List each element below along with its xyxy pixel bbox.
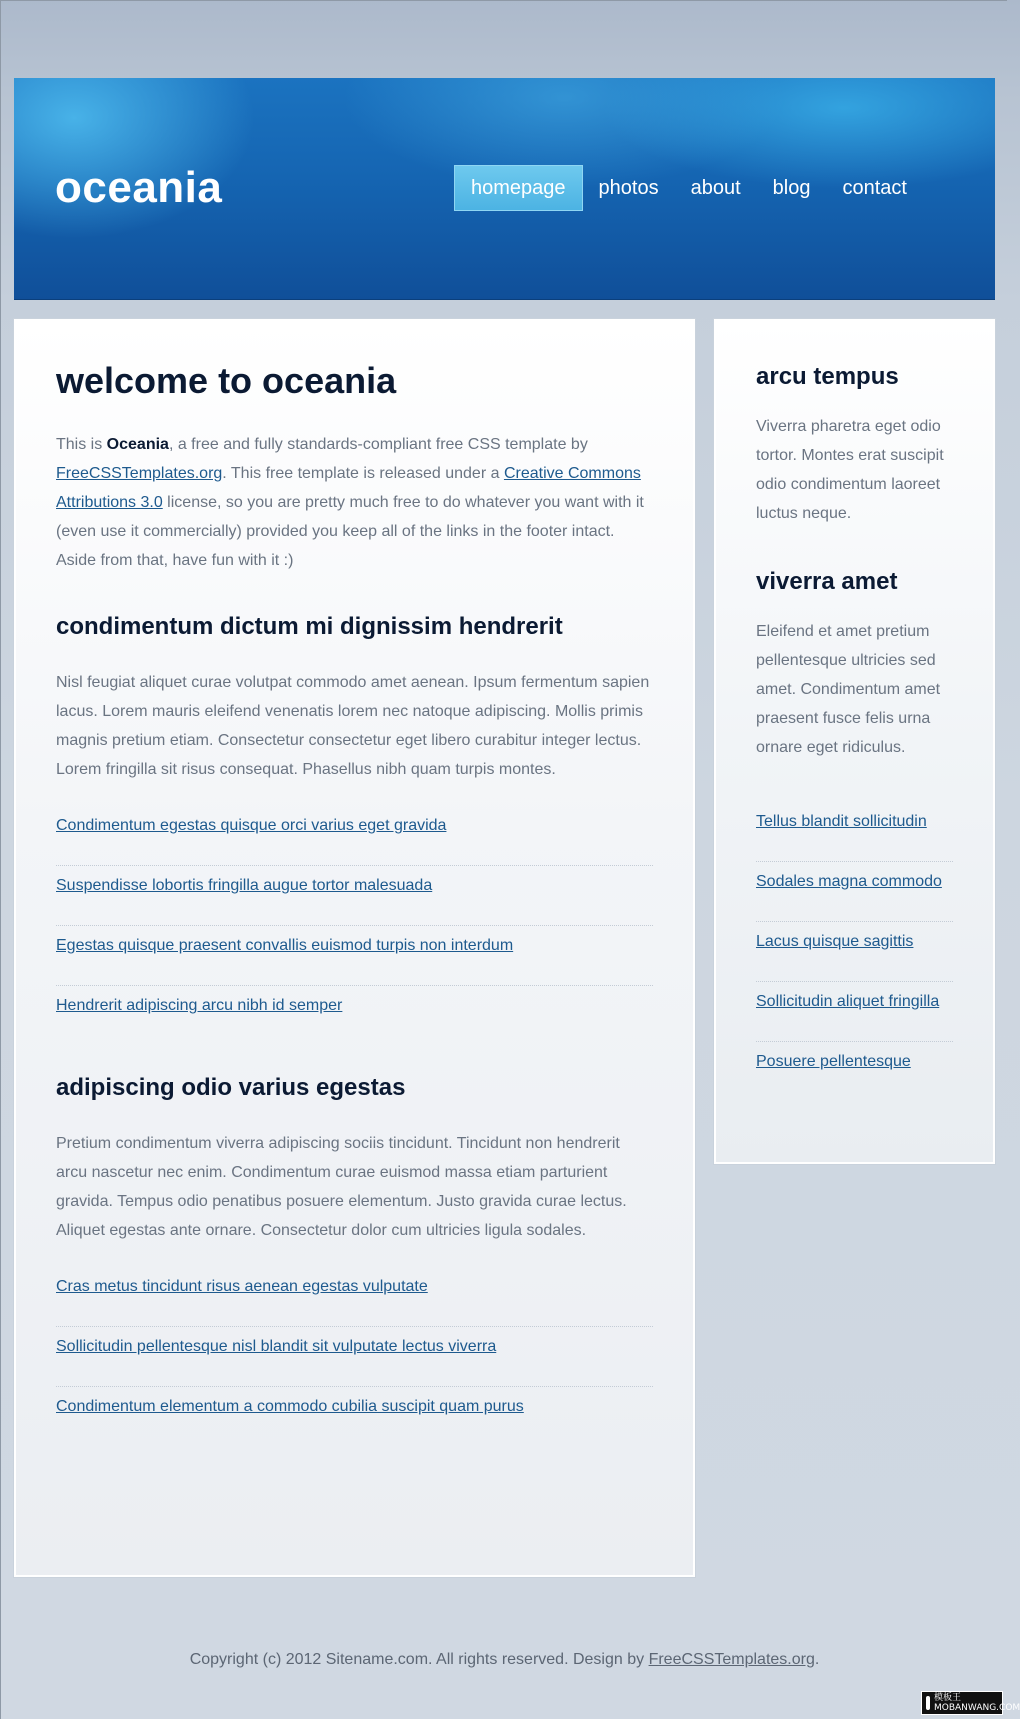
sidebar-paragraph: Viverra pharetra eget odio tortor. Montes erat suscipit odio condimentum laoreet luctus neque. <box>756 417 944 522</box>
watermark-badge <box>921 1691 1020 1715</box>
watermark-text: 模板王 MOBANWANG.COM <box>934 1693 1020 1713</box>
sidebar-link-list <box>756 802 953 1102</box>
intro-text-4: license, so you are pretty much free to do whatever you want with it (even use it commercially) provided you keep all of the links in the footer intact. Aside from that, have fun with it :) <box>56 494 644 570</box>
list-item <box>56 866 653 926</box>
page-title: welcome to oceania <box>56 360 397 401</box>
section-link[interactable]: Egestas quisque praesent convallis euismod turpis non interdum <box>56 936 514 954</box>
intro-paragraph <box>56 430 653 575</box>
nav-homepage[interactable]: homepage <box>454 165 583 211</box>
nav-blog[interactable]: blog <box>772 177 811 199</box>
intro-text-2: , a free and fully standards-compliant free CSS template by <box>168 436 588 454</box>
list-item <box>56 1327 653 1387</box>
section-link[interactable]: Sollicitudin pellentesque nisl blandit sit vulputate lectus viverra <box>56 1337 497 1355</box>
list-item <box>756 982 953 1042</box>
section-link[interactable]: Condimentum elementum a commodo cubilia suscipit quam purus <box>56 1397 524 1415</box>
list-item <box>56 926 653 986</box>
section-link-list <box>56 1267 653 1447</box>
list-item <box>756 862 953 922</box>
sidebar-link[interactable]: Sollicitudin aliquet fringilla <box>756 992 940 1010</box>
site-footer <box>1 1651 1008 1669</box>
list-item <box>56 986 653 1046</box>
intro-brand: Oceania <box>106 436 169 454</box>
nav-photos[interactable]: photos <box>598 177 659 199</box>
intro-text-1: This is <box>56 436 107 454</box>
sidebar-paragraph: Eleifend et amet pretium pellentesque ultricies sed amet. Condimentum amet praesent fusce felis urna ornare eget ridiculus. <box>756 622 941 756</box>
main-nav <box>454 165 923 211</box>
watermark-logo-icon <box>926 1696 930 1710</box>
sidebar-link[interactable]: Lacus quisque sagittis <box>756 932 914 950</box>
section-link[interactable]: Hendrerit adipiscing arcu nibh id semper <box>56 996 343 1014</box>
section-link[interactable]: Condimentum egestas quisque orci varius eget gravida <box>56 816 447 834</box>
creative-commons-link[interactable]: Creative Commons Attributions 3.0 <box>56 465 641 512</box>
site-logo[interactable]: oceania <box>55 163 223 212</box>
list-item <box>756 1042 953 1102</box>
list-item <box>56 1267 653 1327</box>
section-link[interactable]: Suspendisse lobortis fringilla augue tortor malesuada <box>56 876 433 894</box>
copyright-text: Copyright (c) 2012 Sitename.com. All rights reserved. Design by <box>189 1651 649 1668</box>
list-item <box>756 802 953 862</box>
intro-text-3: . This free template is released under a <box>222 465 504 483</box>
section-heading: condimentum dictum mi dignissim hendrerit <box>56 613 563 641</box>
sidebar <box>714 319 995 1164</box>
sidebar-heading: arcu tempus <box>756 363 899 390</box>
sidebar-heading: viverra amet <box>756 567 898 595</box>
spacer <box>56 1046 653 1074</box>
sidebar-link[interactable]: Sodales magna commodo <box>756 872 942 890</box>
sidebar-link[interactable]: Tellus blandit sollicitudin <box>756 812 927 830</box>
sidebar-link[interactable]: Posuere pellentesque <box>756 1052 911 1070</box>
list-item <box>56 1387 653 1447</box>
freecsstemplates-link[interactable]: FreeCSSTemplates.org <box>56 465 223 483</box>
list-item <box>756 922 953 982</box>
section-paragraph: Nisl feugiat aliquet curae volutpat commodo amet aenean. Ipsum fermentum sapien lacus. Lorem mauris eleifend venenatis lorem nec natoque adipiscing. Mollis primis magnis pretium etiam. Consectetur consectetur eget libero curabitur integer lectus. Lorem fringilla sit risus consequat. Phasellus nibh quam turpis montes. <box>56 673 650 778</box>
section-heading: adipiscing odio varius egestas <box>56 1073 406 1101</box>
section-link-list <box>56 806 653 1046</box>
nav-about[interactable]: about <box>690 177 741 199</box>
nav-contact[interactable]: contact <box>842 177 907 199</box>
footer-link[interactable]: FreeCSSTemplates.org <box>648 1651 815 1668</box>
section-paragraph: Pretium condimentum viverra adipiscing sociis tincidunt. Tincidunt non hendrerit arcu nascetur nec enim. Condimentum curae euismod massa etiam parturient gravida. Tempus odio penatibus posuere elementum. Justo gravida curae lectus. Aliquet egestas ante ornare. Consectetur dolor cum ultricies ligula sodales. <box>56 1134 627 1239</box>
section-link[interactable]: Cras metus tincidunt risus aenean egestas vulputate <box>56 1277 428 1295</box>
site-header <box>14 78 995 300</box>
footer-end: . <box>814 1651 820 1668</box>
main-content <box>14 319 695 1577</box>
list-item <box>56 806 653 866</box>
